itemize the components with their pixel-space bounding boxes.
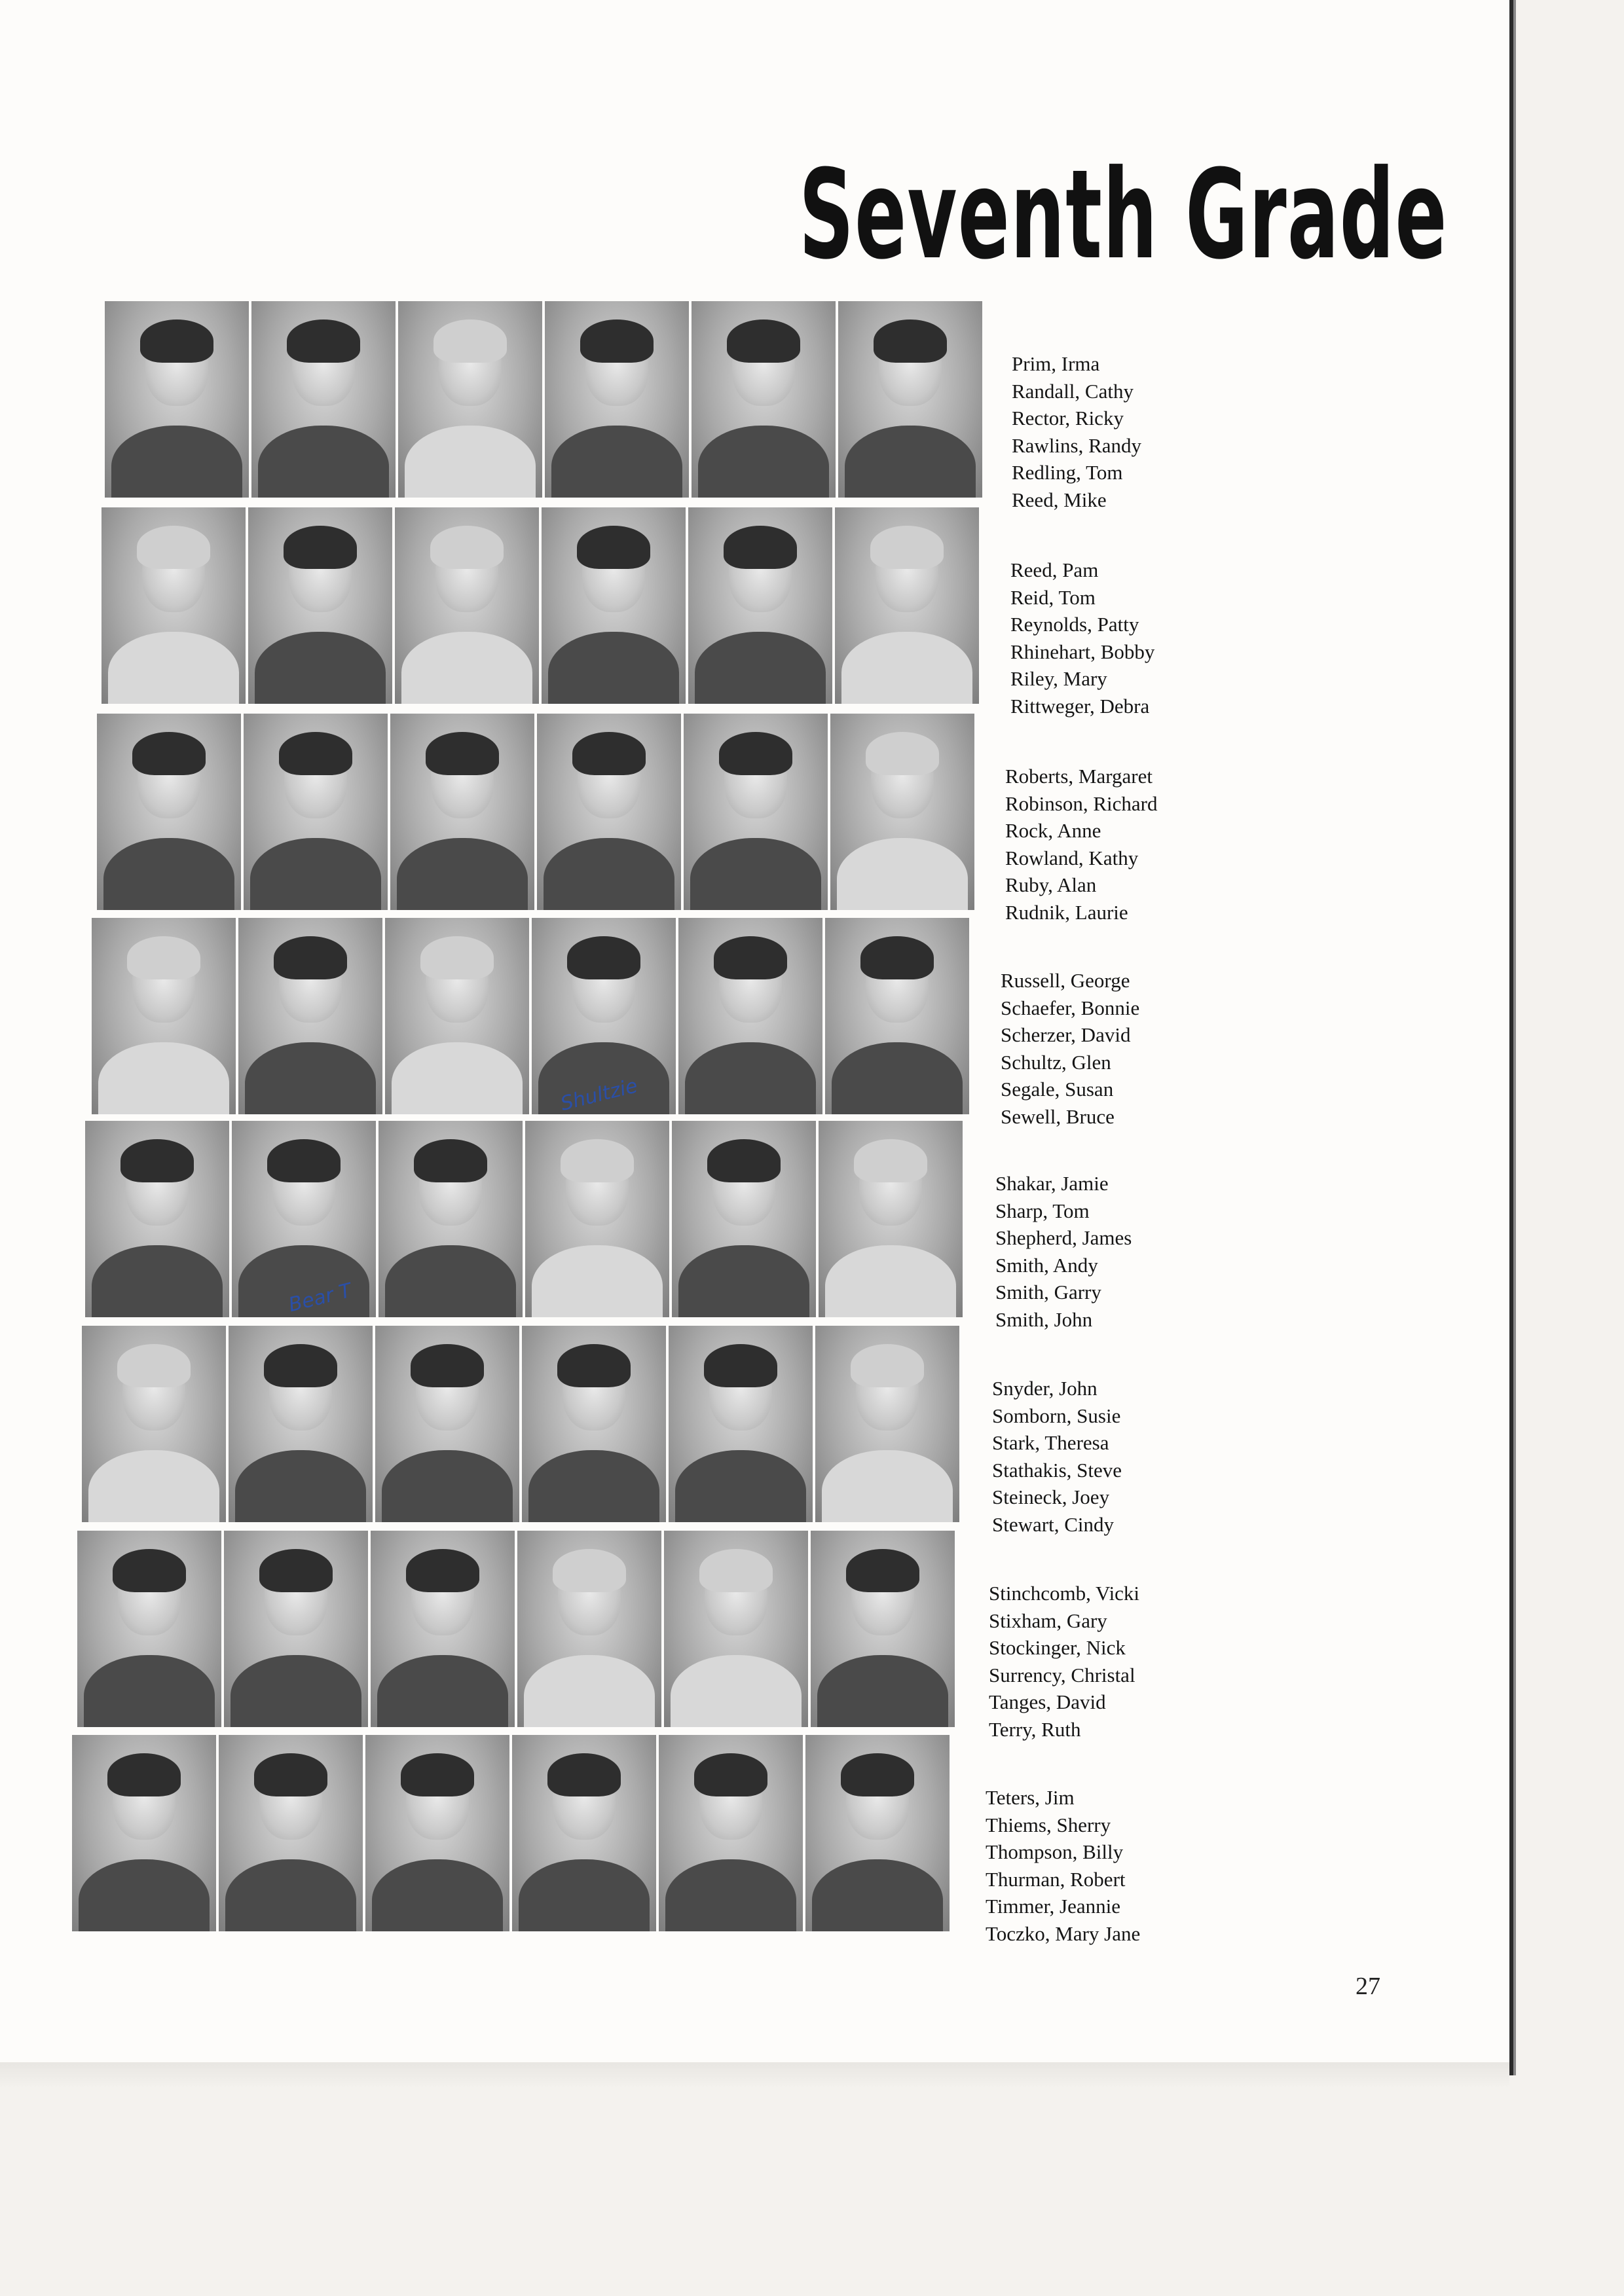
portrait-body [551,426,682,498]
portrait-hair [557,1344,631,1387]
handwritten-note: Bear T [286,1279,354,1317]
student-name: Schultz, Glen [1001,1050,1111,1074]
portrait-row [101,507,1338,718]
portrait-row [85,1121,1323,1331]
portrait-body [88,1450,219,1522]
portrait-hair [127,936,200,979]
portrait-hair [117,1344,191,1387]
student-portrait [678,918,822,1114]
student-name: Somborn, Susie [992,1404,1121,1427]
student-name: Thurman, Robert [986,1867,1126,1891]
portrait-body [84,1655,215,1727]
portrait-row [92,918,1328,1128]
portrait-body [401,632,532,704]
student-portrait [375,1326,519,1522]
portrait-row [82,1326,1320,1536]
student-name: Tanges, David [989,1690,1106,1713]
portrait-hair [137,526,210,569]
portrait-body [372,1859,503,1931]
student-name: Teters, Jim [986,1786,1075,1809]
portrait-hair [719,732,792,775]
portrait-hair [547,1753,621,1796]
student-portrait [838,301,982,498]
portrait-body [377,1655,508,1727]
student-name: Sharp, Tom [995,1199,1090,1222]
student-name: Rock, Anne [1005,819,1101,842]
portrait-body [98,1042,229,1114]
portrait-hair [120,1139,194,1182]
portrait-hair [274,936,347,979]
portrait-body [698,426,829,498]
portrait-hair [854,1139,927,1182]
portrait-body [695,632,826,704]
student-portrait [105,301,249,498]
portrait-hair [553,1549,626,1592]
portrait-body [103,838,234,910]
student-name: Reid, Tom [1010,585,1096,609]
student-name: Rowland, Kathy [1005,846,1139,869]
student-portrait [664,1531,808,1727]
name-list [989,1580,1139,1743]
portrait-hair [699,1549,773,1592]
student-name: Randall, Cathy [1012,379,1134,403]
portrait-hair [401,1753,474,1796]
portrait-body [392,1042,523,1114]
portrait-body [845,426,976,498]
student-portrait [229,1326,373,1522]
student-portrait [72,1735,216,1931]
student-portrait [825,918,969,1114]
portrait-body [532,1245,663,1317]
student-name: Steineck, Joey [992,1485,1110,1508]
portrait-body [841,632,972,704]
student-name: Russell, George [1001,969,1130,992]
student-name: Stixham, Gary [989,1609,1107,1632]
portrait-hair [714,936,787,979]
portrait-strip [77,1531,957,1727]
student-name: Stathakis, Steve [992,1458,1122,1482]
student-name: Reynolds, Patty [1010,613,1139,636]
portrait-hair [707,1139,781,1182]
name-list [1001,967,1139,1130]
student-portrait [815,1326,959,1522]
portrait-body [690,838,821,910]
student-portrait [77,1531,221,1727]
portrait-hair [267,1139,341,1182]
portrait-body [405,426,536,498]
student-name: Timmer, Jeannie [986,1895,1120,1918]
portrait-hair [140,319,213,363]
student-name: Stewart, Cindy [992,1512,1114,1536]
portrait-row [97,714,1333,924]
student-portrait [85,1121,229,1317]
student-portrait [365,1735,509,1931]
portrait-body [397,838,528,910]
portrait-hair [107,1753,181,1796]
student-name: Rhinehart, Bobby [1010,640,1155,663]
portrait-hair [254,1753,327,1796]
student-portrait [82,1326,226,1522]
student-portrait [251,301,396,498]
student-portrait [537,714,681,910]
portrait-hair [284,526,357,569]
portrait-body [675,1450,806,1522]
portrait-row [72,1735,1313,1945]
student-name: Stark, Theresa [992,1431,1109,1454]
portrait-row [105,301,1339,511]
portrait-body [825,1245,956,1317]
student-portrait [684,714,828,910]
name-list [1010,556,1154,720]
student-portrait [819,1121,963,1317]
student-name: Stinchcomb, Vicki [989,1582,1140,1605]
student-portrait [398,301,542,498]
portrait-body [665,1859,796,1931]
student-name: Sewell, Bruce [1001,1104,1115,1128]
portrait-hair [132,732,206,775]
portrait-body [519,1859,650,1931]
portrait-hair [426,732,499,775]
portrait-body [250,838,381,910]
portrait-body [544,838,674,910]
student-portrait [238,918,382,1114]
student-name: Rawlins, Randy [1012,433,1142,457]
student-portrait [244,714,388,910]
portrait-body [812,1859,943,1931]
portrait-hair [846,1549,919,1592]
portrait-hair [851,1344,924,1387]
student-portrait [232,1121,376,1317]
portrait-body [528,1450,659,1522]
student-name: Reed, Mike [1012,488,1107,511]
student-name: Shepherd, James [995,1226,1132,1249]
portrait-body [548,632,679,704]
student-name: Smith, Andy [995,1253,1098,1277]
portrait-hair [420,936,494,979]
student-name: Redling, Tom [1012,461,1123,484]
student-portrait [371,1531,515,1727]
portrait-hair [113,1549,186,1592]
student-portrait [378,1121,523,1317]
page-title: Seventh Grade [799,143,1448,287]
portrait-body [685,1042,816,1114]
portrait-hair [870,526,944,569]
portrait-body [837,838,968,910]
student-portrait [545,301,689,498]
student-portrait [219,1735,363,1931]
portrait-body [108,632,239,704]
portrait-body [678,1245,809,1317]
student-portrait [672,1121,816,1317]
portrait-body [111,426,242,498]
student-portrait [385,918,529,1114]
portrait-hair [411,1344,484,1387]
portrait-body [817,1655,948,1727]
portrait-hair [694,1753,767,1796]
portrait-body [255,632,386,704]
student-portrait [669,1326,813,1522]
student-portrait [517,1531,661,1727]
student-name: Terry, Ruth [989,1717,1081,1741]
student-name: Prim, Irma [1012,352,1100,375]
portrait-hair [866,732,939,775]
portrait-hair [727,319,800,363]
portrait-body [524,1655,655,1727]
page-number: 27 [1356,1973,1380,2000]
student-name: Roberts, Margaret [1005,765,1153,788]
portrait-body [79,1859,210,1931]
student-name: Thiems, Sherry [986,1813,1111,1836]
portrait-hair [704,1344,777,1387]
portrait-hair [860,936,934,979]
student-portrait [659,1735,803,1931]
student-name: Smith, John [995,1307,1093,1331]
student-portrait [805,1735,950,1931]
portrait-body [832,1042,963,1114]
name-list [1012,350,1141,513]
student-name: Rudnik, Laurie [1005,900,1128,924]
student-name: Segale, Susan [1001,1078,1114,1101]
student-name: Riley, Mary [1010,667,1107,690]
portrait-strip [92,918,972,1114]
portrait-hair [580,319,654,363]
portrait-hair [430,526,504,569]
portrait-body [92,1245,223,1317]
portrait-row [77,1531,1316,1741]
portrait-body [671,1655,802,1727]
portrait-strip [101,507,982,704]
student-name: Smith, Garry [995,1281,1101,1303]
student-name: Thompson, Billy [986,1840,1124,1863]
portrait-body [245,1042,376,1114]
portrait-hair [264,1344,337,1387]
portrait-hair [577,526,650,569]
student-portrait [512,1735,656,1931]
student-portrait [542,507,686,704]
portrait-hair [724,526,797,569]
student-portrait [692,301,836,498]
student-portrait [525,1121,669,1317]
portrait-body [235,1450,366,1522]
portrait-strip [72,1735,952,1931]
portrait-hair [279,732,352,775]
student-portrait [101,507,246,704]
student-name: Schaefer, Bonnie [1001,996,1140,1019]
page-edge [0,2062,1509,2088]
student-name: Snyder, John [992,1377,1098,1400]
student-portrait [248,507,392,704]
student-name: Toczko, Mary Jane [986,1922,1141,1945]
student-portrait [811,1531,955,1727]
portrait-body [231,1655,361,1727]
student-name: Shakar, Jamie [995,1172,1109,1195]
student-portrait [92,918,236,1114]
student-name: Stockinger, Nick [989,1636,1126,1659]
student-portrait [835,507,979,704]
student-portrait [688,507,832,704]
portrait-strip [97,714,977,910]
portrait-hair [841,1753,914,1796]
portrait-hair [259,1549,333,1592]
student-portrait [390,714,534,910]
portrait-body [822,1450,953,1522]
portrait-hair [414,1139,487,1182]
portrait-body [225,1859,356,1931]
portrait-body [382,1450,513,1522]
name-list [995,1170,1132,1333]
portrait-hair [874,319,947,363]
portrait-strip [105,301,985,498]
student-portrait [830,714,974,910]
student-portrait [395,507,539,704]
portrait-strip [82,1326,962,1522]
handwritten-note: Shultzie [558,1074,640,1116]
name-list [1005,763,1158,926]
portrait-strip [85,1121,965,1317]
student-name: Robinson, Richard [1005,792,1158,815]
portrait-hair [287,319,360,363]
student-portrait [522,1326,666,1522]
student-name: Ruby, Alan [1005,873,1097,896]
student-portrait [97,714,241,910]
portrait-hair [406,1549,479,1592]
portrait-body [385,1245,516,1317]
portrait-hair [567,936,640,979]
portrait-hair [572,732,646,775]
student-name: Scherzer, David [1001,1023,1131,1046]
student-name: Reed, Pam [1010,558,1099,581]
student-name: Rector, Ricky [1012,407,1124,429]
portrait-body [258,426,389,498]
name-list [986,1784,1140,1947]
name-list [992,1375,1122,1538]
portrait-hair [561,1139,634,1182]
student-name: Surrency, Christal [989,1663,1135,1686]
student-portrait [224,1531,368,1727]
portrait-hair [434,319,507,363]
student-name: Rittweger, Debra [1010,694,1150,718]
